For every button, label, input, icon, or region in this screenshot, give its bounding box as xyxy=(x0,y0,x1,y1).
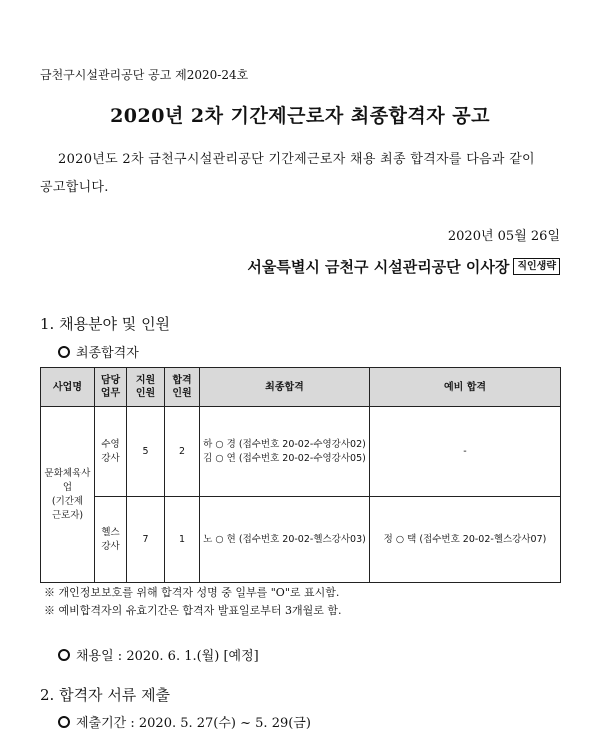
reserve-cell: - xyxy=(370,407,561,497)
circle-bullet-icon xyxy=(58,716,70,728)
intro-line-2: 공고합니다. xyxy=(40,180,109,195)
circle-bullet-icon xyxy=(58,346,70,358)
page-title: 2020년 2차 기간제근로자 최종합격자 공고 xyxy=(110,105,490,127)
bullet-final xyxy=(58,342,139,361)
intro-line-1: 2020년도 2차 금천구시설관리공단 기간제근로자 채용 최종 합격자를 다음과 같이 xyxy=(58,152,535,167)
bullet-final-label: 최종합격자 xyxy=(76,346,139,361)
passed-cell: 1 xyxy=(165,497,200,583)
bullet-submission xyxy=(58,712,311,731)
issuer-name: 서울특별시 금천구 시설관리공단 이사장 xyxy=(247,258,510,276)
applicants-cell: 7 xyxy=(127,497,165,583)
table-row xyxy=(41,407,561,497)
duty-cell: 수영 강사 xyxy=(95,407,127,497)
final-cell: 노 ○ 현 (접수번호 20-02-헬스강사03) xyxy=(200,497,370,583)
applicants-cell: 5 xyxy=(127,407,165,497)
final-cell: 하 ○ 경 (접수번호 20-02-수영강사02) 김 ○ 연 (접수번호 20-02-수영강사05) xyxy=(200,407,370,497)
header-applicants: 지원 인원 xyxy=(127,368,165,407)
circle-bullet-icon xyxy=(58,649,70,661)
duty-cell: 헬스 강사 xyxy=(95,497,127,583)
bullet-hire-date xyxy=(58,645,259,664)
section-2-title: 2. 합격자 서류 제출 xyxy=(40,686,171,704)
note-privacy: ※ 개인정보보호를 위해 합격자 성명 중 일부를 "O"로 표시함. xyxy=(44,586,340,599)
header-final: 최종합격 xyxy=(200,368,370,407)
note-reserve-validity: ※ 예비합격자의 유효기간은 합격자 발표일로부터 3개월로 함. xyxy=(44,604,342,617)
section-1-title: 1. 채용분야 및 인원 xyxy=(40,315,171,333)
notice-number: 금천구시설관리공단 공고 제2020-24호 xyxy=(40,68,249,82)
header-passed: 합격 인원 xyxy=(165,368,200,407)
reserve-cell: 정 ○ 택 (접수번호 20-02-헬스강사07) xyxy=(370,497,561,583)
bullet-hire-date-label: 채용일 : 2020. 6. 1.(월) [예정] xyxy=(76,649,259,664)
results-table xyxy=(40,367,561,583)
passed-cell: 2 xyxy=(165,407,200,497)
header-business: 사업명 xyxy=(41,368,95,407)
seal-stamp: 직인생략 xyxy=(513,258,560,275)
header-duty: 담당 업무 xyxy=(95,368,127,407)
header-reserve: 예비 합격 xyxy=(370,368,561,407)
issuer xyxy=(247,256,560,277)
table-header-row xyxy=(41,368,561,407)
bullet-submission-label: 제출기간 : 2020. 5. 27(수) ~ 5. 29(금) xyxy=(76,716,311,731)
notice-date: 2020년 05월 26일 xyxy=(447,229,560,244)
business-cell: 문화체육사업 (기간제 근로자) xyxy=(41,407,95,583)
table-row xyxy=(41,497,561,583)
